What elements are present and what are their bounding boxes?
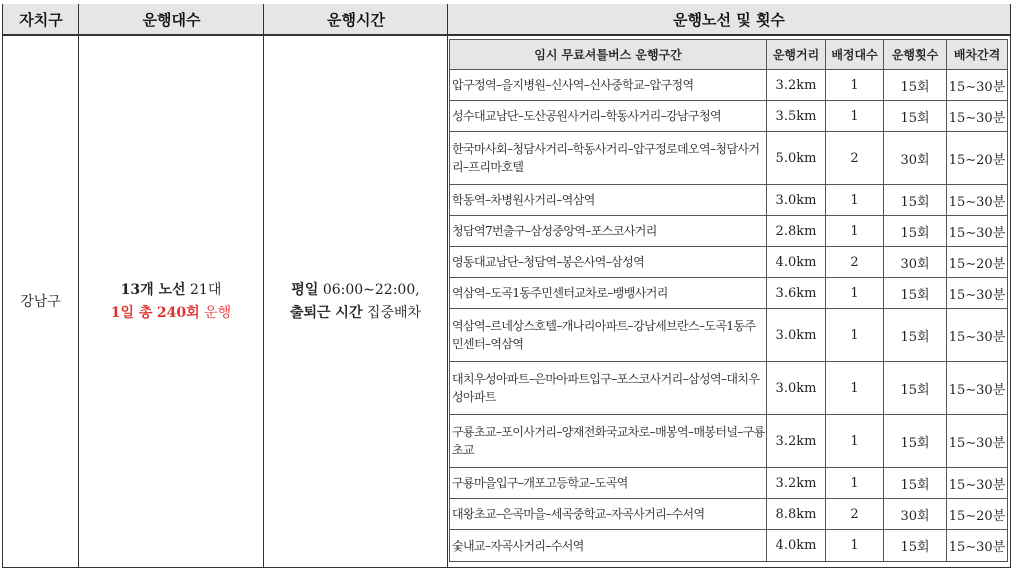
route-cell: 대왕초교–은곡마을–세곡중학교–자곡사거리–수서역 — [450, 499, 767, 530]
vehicles-cell: 2 — [826, 247, 884, 278]
interval-cell: 15∼30분 — [947, 362, 1008, 415]
table-row — [450, 468, 1008, 499]
interval-cell: 15∼20분 — [947, 132, 1008, 185]
route-cell: 구룡마을입구–개포고등학교–도곡역 — [450, 468, 767, 499]
vehicle-count: 21대 — [190, 282, 222, 298]
vehicles-cell: 1 — [826, 101, 884, 132]
interval-cell: 15∼30분 — [947, 216, 1008, 247]
table-row — [450, 70, 1008, 101]
interval-cell: 15∼30분 — [947, 468, 1008, 499]
route-table-header — [450, 40, 1008, 70]
interval-cell: 15∼30분 — [947, 415, 1008, 468]
interval-cell: 15∼30분 — [947, 530, 1008, 562]
route-count: 13개 노선 — [120, 282, 186, 298]
runs-cell: 30회 — [884, 132, 947, 185]
distance-cell: 3.0km — [767, 185, 826, 216]
th-interval: 배차간격 — [947, 40, 1008, 70]
vehicles-line-1 — [111, 279, 231, 302]
distance-cell: 3.2km — [767, 70, 826, 101]
distance-cell: 3.2km — [767, 468, 826, 499]
rush-note: 집중배차 — [366, 305, 422, 321]
interval-cell: 15∼30분 — [947, 101, 1008, 132]
runs-cell: 15회 — [884, 278, 947, 309]
runs-cell: 15회 — [884, 216, 947, 247]
distance-cell: 3.0km — [767, 309, 826, 362]
table-row — [450, 415, 1008, 468]
vehicles-cell: 1 — [826, 309, 884, 362]
distance-cell: 3.5km — [767, 101, 826, 132]
hours-line-2 — [290, 302, 421, 325]
vehicles-cell: 1 — [826, 468, 884, 499]
interval-cell: 15∼30분 — [947, 309, 1008, 362]
distance-cell: 3.0km — [767, 362, 826, 415]
route-cell: 대치우성아파트–은마아파트입구–포스코사거리–삼성역–대치우성아파트 — [450, 362, 767, 415]
vehicles-cell: 1 — [826, 70, 884, 101]
vehicles-cell: 2 — [826, 132, 884, 185]
table-row — [450, 309, 1008, 362]
runs-cell: 15회 — [884, 415, 947, 468]
route-cell: 학동역–차병원사거리–역삼역 — [450, 185, 767, 216]
table-row — [450, 530, 1008, 562]
distance-cell: 8.8km — [767, 499, 826, 530]
runs-cell: 15회 — [884, 362, 947, 415]
interval-cell: 15∼20분 — [947, 247, 1008, 278]
runs-cell: 15회 — [884, 309, 947, 362]
district-cell — [3, 36, 78, 568]
vehicles-cell: 2 — [826, 499, 884, 530]
th-runs: 운행횟수 — [884, 40, 947, 70]
table-row — [450, 185, 1008, 216]
weekday-label: 평일 — [291, 282, 319, 298]
table-row — [450, 499, 1008, 530]
route-cell: 역삼역–도곡1동주민센터교차로–뱅뱅사거리 — [450, 278, 767, 309]
runs-cell: 15회 — [884, 185, 947, 216]
route-cell: 한국마사회–청담사거리–학동사거리–압구정로데오역–청담사거리–프리마호텔 — [450, 132, 767, 185]
table-row — [450, 216, 1008, 247]
rush-label: 출퇴근 시간 — [289, 305, 363, 321]
distance-cell: 3.6km — [767, 278, 826, 309]
vehicles-cell: 1 — [826, 362, 884, 415]
vehicles-cell — [79, 36, 263, 568]
vehicles-line-2 — [111, 302, 231, 325]
interval-cell: 15∼30분 — [947, 278, 1008, 309]
route-cell: 압구정역–을지병원–신사역–신사중학교–압구정역 — [450, 70, 767, 101]
runs-cell: 15회 — [884, 101, 947, 132]
table-row — [450, 101, 1008, 132]
runs-cell: 15회 — [884, 468, 947, 499]
th-route: 임시 무료셔틀버스 운행구간 — [450, 40, 767, 70]
distance-cell: 3.2km — [767, 415, 826, 468]
vehicles-cell: 1 — [826, 216, 884, 247]
daily-prefix: 1일 총 — [110, 305, 153, 321]
route-cell: 영동대교남단–청담역–봉은사역–삼성역 — [450, 247, 767, 278]
interval-cell: 15∼30분 — [947, 185, 1008, 216]
header-hours: 운행시간 — [264, 4, 448, 36]
interval-cell: 15∼30분 — [947, 70, 1008, 101]
runs-cell: 30회 — [884, 499, 947, 530]
route-cell: 구룡초교–포이사거리–양재전화국교차로–매봉역–매봉터널–구룡초교 — [450, 415, 767, 468]
route-cell: 역삼역–르네상스호텔–개나리아파트–강남세브란스–도곡1동주민센터–역삼역 — [450, 309, 767, 362]
runs-cell: 15회 — [884, 70, 947, 101]
hours-cell — [264, 36, 447, 568]
th-distance: 운행거리 — [767, 40, 826, 70]
table-row — [450, 278, 1008, 309]
table-row — [450, 247, 1008, 278]
district-name: 강남구 — [20, 293, 61, 310]
header-vehicles: 운행대수 — [79, 4, 264, 36]
vehicles-cell: 1 — [826, 530, 884, 562]
vehicles-cell: 1 — [826, 415, 884, 468]
header-district: 자치구 — [3, 4, 79, 36]
interval-cell: 15∼20분 — [947, 499, 1008, 530]
daily-total: 240회 — [156, 305, 200, 321]
runs-cell: 15회 — [884, 530, 947, 562]
vehicles-cell: 1 — [826, 278, 884, 309]
vehicles-cell: 1 — [826, 185, 884, 216]
route-cell: 성수대교남단–도산공원사거리–학동사거리–강남구청역 — [450, 101, 767, 132]
header-routes: 운행노선 및 횟수 — [448, 4, 1010, 36]
route-table — [449, 39, 1008, 562]
distance-cell: 4.0km — [767, 247, 826, 278]
hours-line-1 — [290, 279, 421, 302]
weekday-time: 06:00∼22:00, — [322, 282, 420, 298]
route-cell: 청담역7번출구–삼성중앙역–포스코사거리 — [450, 216, 767, 247]
runs-cell: 30회 — [884, 247, 947, 278]
distance-cell: 4.0km — [767, 530, 826, 562]
column-divider — [447, 4, 448, 568]
daily-suffix: 운행 — [204, 305, 232, 321]
distance-cell: 5.0km — [767, 132, 826, 185]
th-vehicles: 배정대수 — [826, 40, 884, 70]
distance-cell: 2.8km — [767, 216, 826, 247]
route-cell: 숯내교–자곡사거리–수서역 — [450, 530, 767, 562]
table-row — [450, 132, 1008, 185]
table-row — [450, 362, 1008, 415]
